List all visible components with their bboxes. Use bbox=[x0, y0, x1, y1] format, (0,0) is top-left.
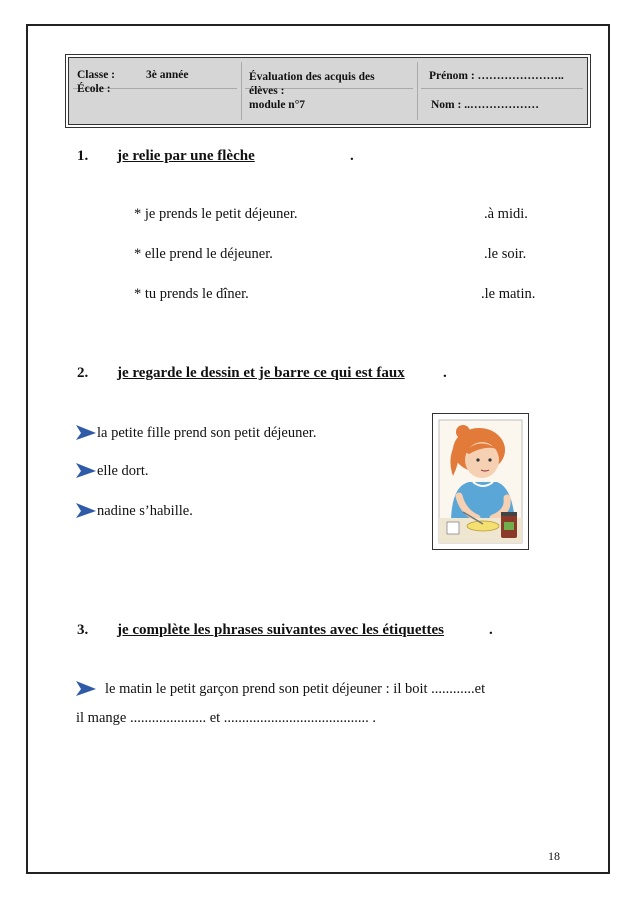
sentence-text: le matin le petit garçon prend son petit déjeuner : il boit ............et bbox=[105, 681, 486, 697]
q1-left-item-3: * tu prends le dîner. bbox=[134, 286, 249, 302]
girl-breakfast-illustration bbox=[432, 413, 529, 550]
q2-statement-1 bbox=[76, 425, 316, 442]
arrow-bullet-icon bbox=[76, 425, 96, 440]
statement-text: la petite fille prend son petit déjeuner. bbox=[97, 425, 317, 441]
title-line-3: module n°7 bbox=[249, 99, 306, 111]
header-separator bbox=[417, 62, 418, 120]
q1-right-item-1: .à midi. bbox=[484, 206, 528, 222]
statement-text: elle dort. bbox=[97, 463, 149, 479]
question-text-main: je relie par une flèche bbox=[117, 148, 255, 164]
arrow-bullet-icon bbox=[76, 463, 96, 478]
arrow-bullet-icon bbox=[76, 681, 96, 696]
girl-drawing bbox=[433, 414, 528, 549]
question-end: . bbox=[350, 148, 354, 164]
nom-field: Nom : ..……………… bbox=[431, 99, 539, 111]
q1-right-item-3: .le matin. bbox=[481, 286, 536, 302]
q1-left-item-1: * je prends le petit déjeuner. bbox=[134, 206, 298, 222]
ecole-label: École : bbox=[77, 83, 111, 95]
q1-left-item-2: * elle prend le déjeuner. bbox=[134, 246, 273, 262]
q1-right-item-2: .le soir. bbox=[484, 246, 527, 262]
title-line-1: Évaluation des acquis des bbox=[249, 71, 375, 83]
q3-sentence-line-2: il mange ..................... et ........................................ . bbox=[76, 710, 377, 726]
question-number: 2. bbox=[77, 365, 89, 381]
question-end: . bbox=[443, 365, 447, 381]
q2-statement-2 bbox=[76, 463, 149, 480]
prenom-field: Prénom : ………………….. bbox=[429, 70, 564, 82]
arrow-bullet-icon bbox=[76, 503, 96, 518]
question-number: 3. bbox=[77, 622, 89, 638]
question-end: . bbox=[489, 622, 493, 638]
question-text bbox=[117, 148, 255, 165]
classe-label: Classe : bbox=[77, 69, 116, 81]
question-text: je regarde le dessin et je barre ce qui est faux bbox=[117, 365, 405, 381]
classe-value: 3è année bbox=[146, 69, 189, 81]
page-number: 18 bbox=[548, 849, 560, 863]
header-rule bbox=[421, 88, 583, 89]
q2-statement-3 bbox=[76, 503, 193, 520]
statement-text: nadine s’habille. bbox=[97, 503, 193, 519]
q3-sentence-line-1 bbox=[76, 681, 485, 698]
question-number: 1. bbox=[77, 148, 89, 164]
header-box bbox=[68, 57, 588, 125]
question-text: je complète les phrases suivantes avec les étiquettes bbox=[117, 622, 445, 638]
header-separator bbox=[241, 62, 242, 120]
title-line-2: élèves : bbox=[249, 85, 285, 97]
